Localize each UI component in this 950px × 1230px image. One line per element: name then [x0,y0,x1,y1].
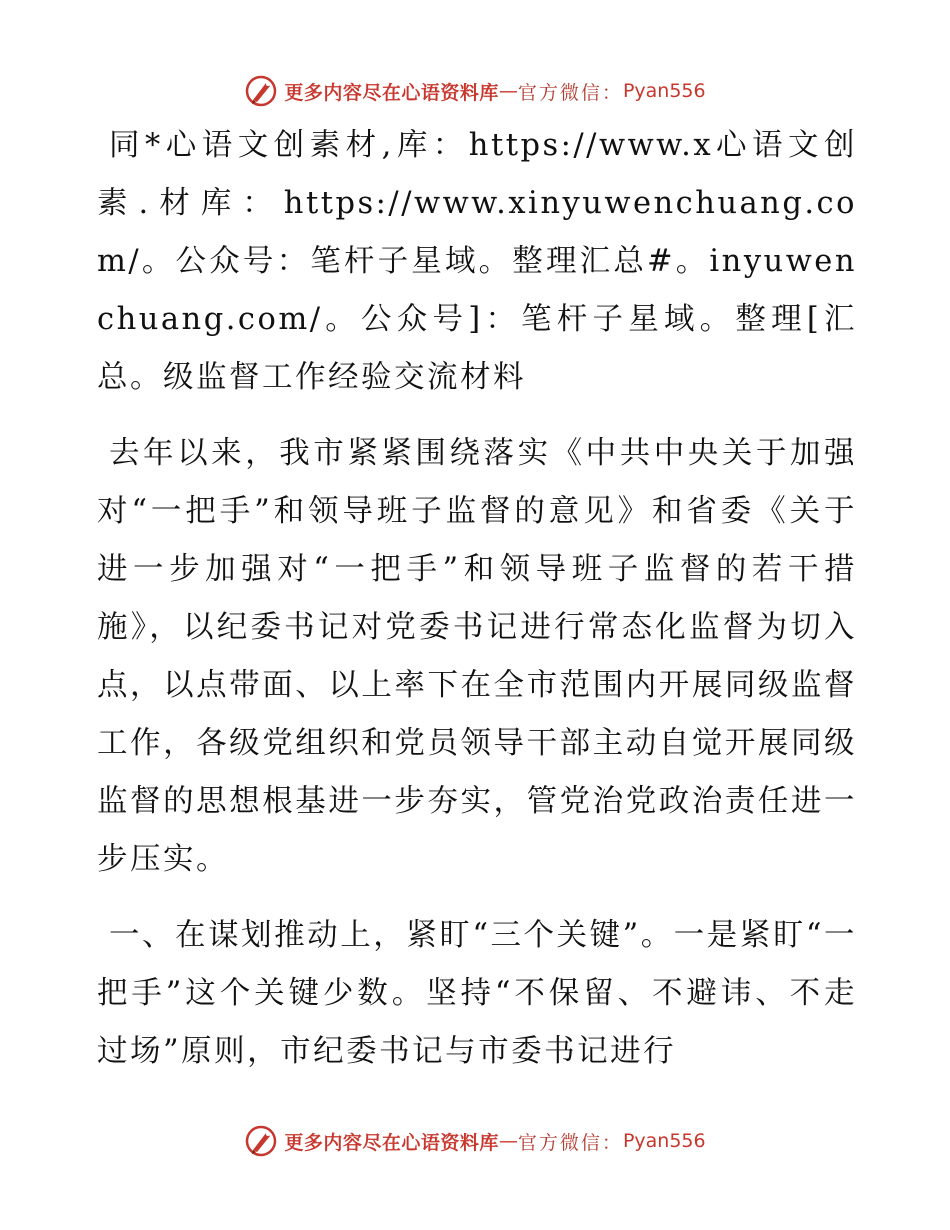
banner-dash: — [498,1130,518,1152]
footer-watermark-banner [0,1121,950,1161]
document-body-paragraph-2 [97,425,857,889]
banner-dash: — [498,80,518,102]
banner-wechat-label: 官方微信： [517,81,623,104]
banner-wechat-id: Pyan556 [622,80,706,102]
paragraph-intro: 同*心语文创素材,库：https://www.x心语文创素.材库：https://www.xinyuwenchuang.com/。公众号：笔杆子星域。整理汇总#。inyuwenchuang.com/。公众号]：笔杆子星域。整理[汇总。级监督工作经验交流材料 [97,128,857,395]
pen-logo-icon [244,74,278,108]
banner-site-name: 更多内容尽在心语资料库 [284,81,499,104]
banner-site-name: 更多内容尽在心语资料库 [284,1131,499,1154]
pen-logo-icon [244,1124,278,1158]
document-body-paragraph-1 [97,117,857,407]
paragraph-section-one: 一、在谋划推动上，紧盯“三个关键”。一是紧盯“一把手”这个关键少数。坚持“不保留、不避讳、不走过场”原则，市纪委书记与市委书记进行 [97,918,857,1069]
paragraph-overview: 去年以来，我市紧紧围绕落实《中共中央关于加强对“一把手”和领导班子监督的意见》和省委《关于进一步加强对“一把手”和领导班子监督的若干措施》，以纪委书记对党委书记进行常态化监督为切入点，以点带面、以上率下在全市范围内开展同级监督工作，各级党组织和党员领导干部主动自觉开展同级监督的思想根基进一步夯实，管党治党政治责任进一步压实。 [97,436,857,877]
banner-wechat-label: 官方微信： [517,1131,623,1154]
banner-wechat-id: Pyan556 [622,1130,706,1152]
document-body-paragraph-3 [97,907,857,1081]
header-watermark-banner [0,71,950,111]
